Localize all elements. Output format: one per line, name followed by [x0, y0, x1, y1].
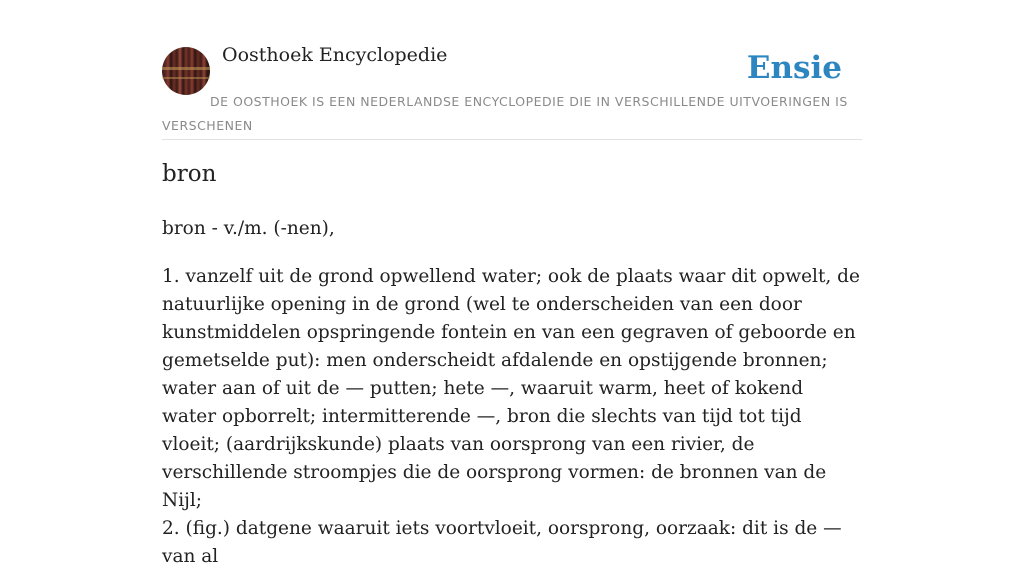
- entry-definition: [162, 263, 862, 571]
- ensie-logo-link[interactable]: Ensie: [746, 50, 842, 86]
- site-header: [162, 0, 862, 140]
- definition-sense-2: 2. (fig.) datgene waaruit iets voortvloeit, oorsprong, oorzaak: dit is de — van al: [162, 518, 842, 567]
- site-title-link[interactable]: Oosthoek Encyclopedie: [222, 44, 448, 66]
- definition-sense-1: 1. vanzelf uit de grond opwellend water; ook de plaats waar dit opwelt, de natuurlijke opening in de grond (wel te onderscheiden van een door kunstmiddelen opspringende fontein en van een gegraven of geboorde en gemetselde put): men onderscheidt afdalende en opstijgende bronnen; water aan of uit de — putten; hete —, waaruit warm, heet of kokend water opborrelt; intermitterende —, bron die slechts van tijd tot tijd vloeit; (aardrijkskunde) plaats van oorsprong van een rivier, de verschillende stroompjes die de oorsprong vormen: de bronnen van de Nijl;: [162, 266, 860, 511]
- entry-headword: bron: [162, 161, 217, 187]
- encyclopedia-books-avatar[interactable]: [162, 47, 210, 95]
- site-subtitle: DE OOSTHOEK IS EEN NEDERLANDSE ENCYCLOPEDIE DIE IN VERSCHILLENDE UITVOERINGEN IS VERSCHENEN: [162, 94, 848, 133]
- content-container: [162, 0, 862, 567]
- entry-grammar: bron - v./m. (-nen),: [162, 218, 335, 239]
